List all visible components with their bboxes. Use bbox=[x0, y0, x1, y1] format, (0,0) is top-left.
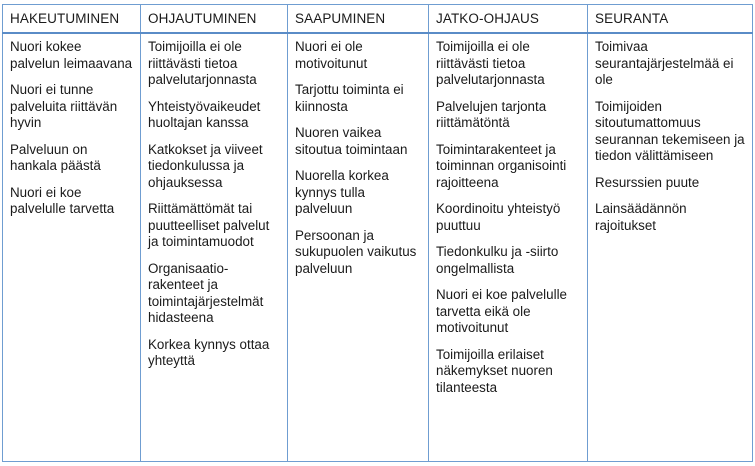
list-item: Organisaatio-rakenteet ja toimintajärjestelmät hidasteena bbox=[148, 260, 264, 325]
header-row bbox=[3, 5, 753, 34]
list-item: Nuori ei ole motivoitunut bbox=[295, 39, 368, 71]
list-item: Toimivaa seurantajärjestelmää ei ole bbox=[595, 39, 734, 87]
list-item: Nuoren vaikea sitoutua toimintaan bbox=[295, 125, 408, 157]
column-cell-jatko-ohjaus bbox=[429, 33, 588, 462]
list-item: Nuorella korkea kynnys tulla palveluun bbox=[295, 168, 389, 216]
process-barriers-table-wrapper bbox=[2, 4, 752, 462]
list-item: Toimijoilla erilaiset näkemykset nuoren tilanteesta bbox=[436, 346, 553, 395]
list-item: Toimintarakenteet ja toiminnan organisointi rajoitteena bbox=[436, 141, 567, 190]
list-item: Nuori ei koe palvelulle tarvetta bbox=[10, 184, 115, 216]
list-item: Lainsäädännön rajoitukset bbox=[595, 201, 687, 233]
list-item: Yhteistyövaikeudet huoltajan kanssa bbox=[148, 98, 261, 130]
list-item: Nuori kokee palvelun leimaavana bbox=[10, 39, 133, 71]
list-item: Palveluun on hankala päästä bbox=[10, 141, 101, 173]
column-cell-hakeutuminen bbox=[3, 33, 141, 462]
list-item: Korkea kynnys ottaa yhteyttä bbox=[148, 336, 270, 368]
content-row bbox=[3, 33, 753, 462]
list-item: Tarjottu toiminta ei kiinnosta bbox=[295, 82, 404, 114]
column-header-ohjautuminen: OHJAUTUMINEN bbox=[141, 5, 288, 34]
column-cell-ohjautuminen bbox=[141, 33, 288, 462]
column-header-jatko-ohjaus: JATKO-OHJAUS bbox=[429, 5, 588, 34]
list-item: Toimijoilla ei ole riittävästi tietoa palvelutarjonnasta bbox=[436, 39, 545, 87]
column-cell-seuranta bbox=[588, 33, 753, 462]
column-header-hakeutuminen: HAKEUTUMINEN bbox=[3, 5, 141, 34]
list-item: Resurssien puute bbox=[595, 174, 700, 190]
list-item: Persoonan ja sukupuolen vaikutus palveluun bbox=[295, 227, 417, 276]
column-header-seuranta: SEURANTA bbox=[588, 5, 753, 34]
list-item: Nuori ei koe palvelulle tarvetta eikä ole motivoitunut bbox=[436, 287, 568, 335]
list-item: Toimijoiden sitoutumattomuus seurannan tekemiseen ja tiedon välittämiseen bbox=[595, 98, 745, 163]
process-barriers-table bbox=[2, 4, 753, 462]
list-item: Toimijoilla ei ole riittävästi tietoa palvelutarjonnasta bbox=[148, 39, 257, 87]
list-item: Tiedonkulku ja -siirto ongelmallista bbox=[436, 244, 559, 276]
list-item: Palvelujen tarjonta riittämätöntä bbox=[436, 98, 547, 130]
list-item: Riittämättömät tai puutteelliset palvelut ja toimintamuodot bbox=[148, 201, 270, 249]
column-cell-saapuminen bbox=[288, 33, 429, 462]
list-item: Katkokset ja viiveet tiedonkulussa ja ohjauksessa bbox=[148, 141, 263, 190]
list-item: Koordinoitu yhteistyö puuttuu bbox=[436, 201, 561, 233]
column-header-saapuminen: SAAPUMINEN bbox=[288, 5, 429, 34]
list-item: Nuori ei tunne palveluita riittävän hyvin bbox=[10, 82, 118, 130]
